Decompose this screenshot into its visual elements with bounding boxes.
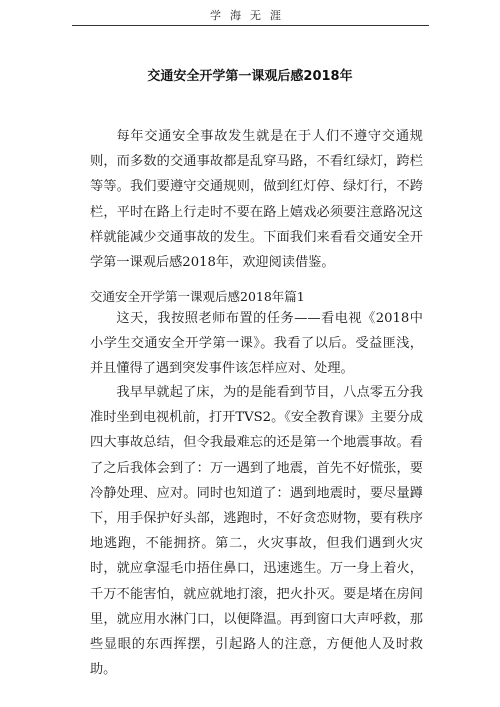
header-rule: [72, 25, 429, 26]
section-title: 交通安全开学第一课观后感2018年篇1: [90, 289, 305, 304]
body-paragraph: 我早早就起了床，为的是能看到节目，八点零五分我准时坐到电视机前，打开TVS2。《安全教育课》主要分成四大事故总结，但令我最难忘的还是第一个地震事故。看了之后我体会到了：万一遇到了地震，首先不好慌张，要冷静处理、应对。同时也知道了：遇到地震时，要尽量蹲下，用手保护好头部，逃跑时，不好贪恋财物，要有秩序地逃跑，不能拥挤。第二，火灾事故，但我们遇到火灾时，就应拿湿毛巾捂住鼻口，迅速逃生。万一身上着火，千万不能害怕，就应就地打滚，把火扑灭。要是堵在房间里，就应用水淋门口，以便降温。再到窗口大声呼救，那些显眼的东西挥摆，引起路人的注意，方便他人及时救助。: [90, 385, 423, 678]
body-paragraph: 这天，我按照老师布置的任务——看电视《2018中小学生交通安全开学第一课》。我看了以后。受益匪浅，并且懂得了遇到突发事件该怎样应对、处理。: [90, 311, 423, 377]
intro-paragraph: 每年交通安全事故发生就是在于人们不遵守交通规则，而多数的交通事故都是乱穿马路，不看红绿灯，跨栏等等。我们要遵守交通规则，做到红灯停、绿灯行，不跨栏，平时在路上行走时不要在路上嬉戏必须要注意路况这样就能减少交通事故的发生。下面我们来看看交通安全开学第一课观后感2018年，欢迎阅读借鉴。: [90, 129, 423, 271]
document-title: 交通安全开学第一课观后感2018年: [147, 69, 353, 84]
running-header: 学海无涯: [210, 9, 290, 22]
